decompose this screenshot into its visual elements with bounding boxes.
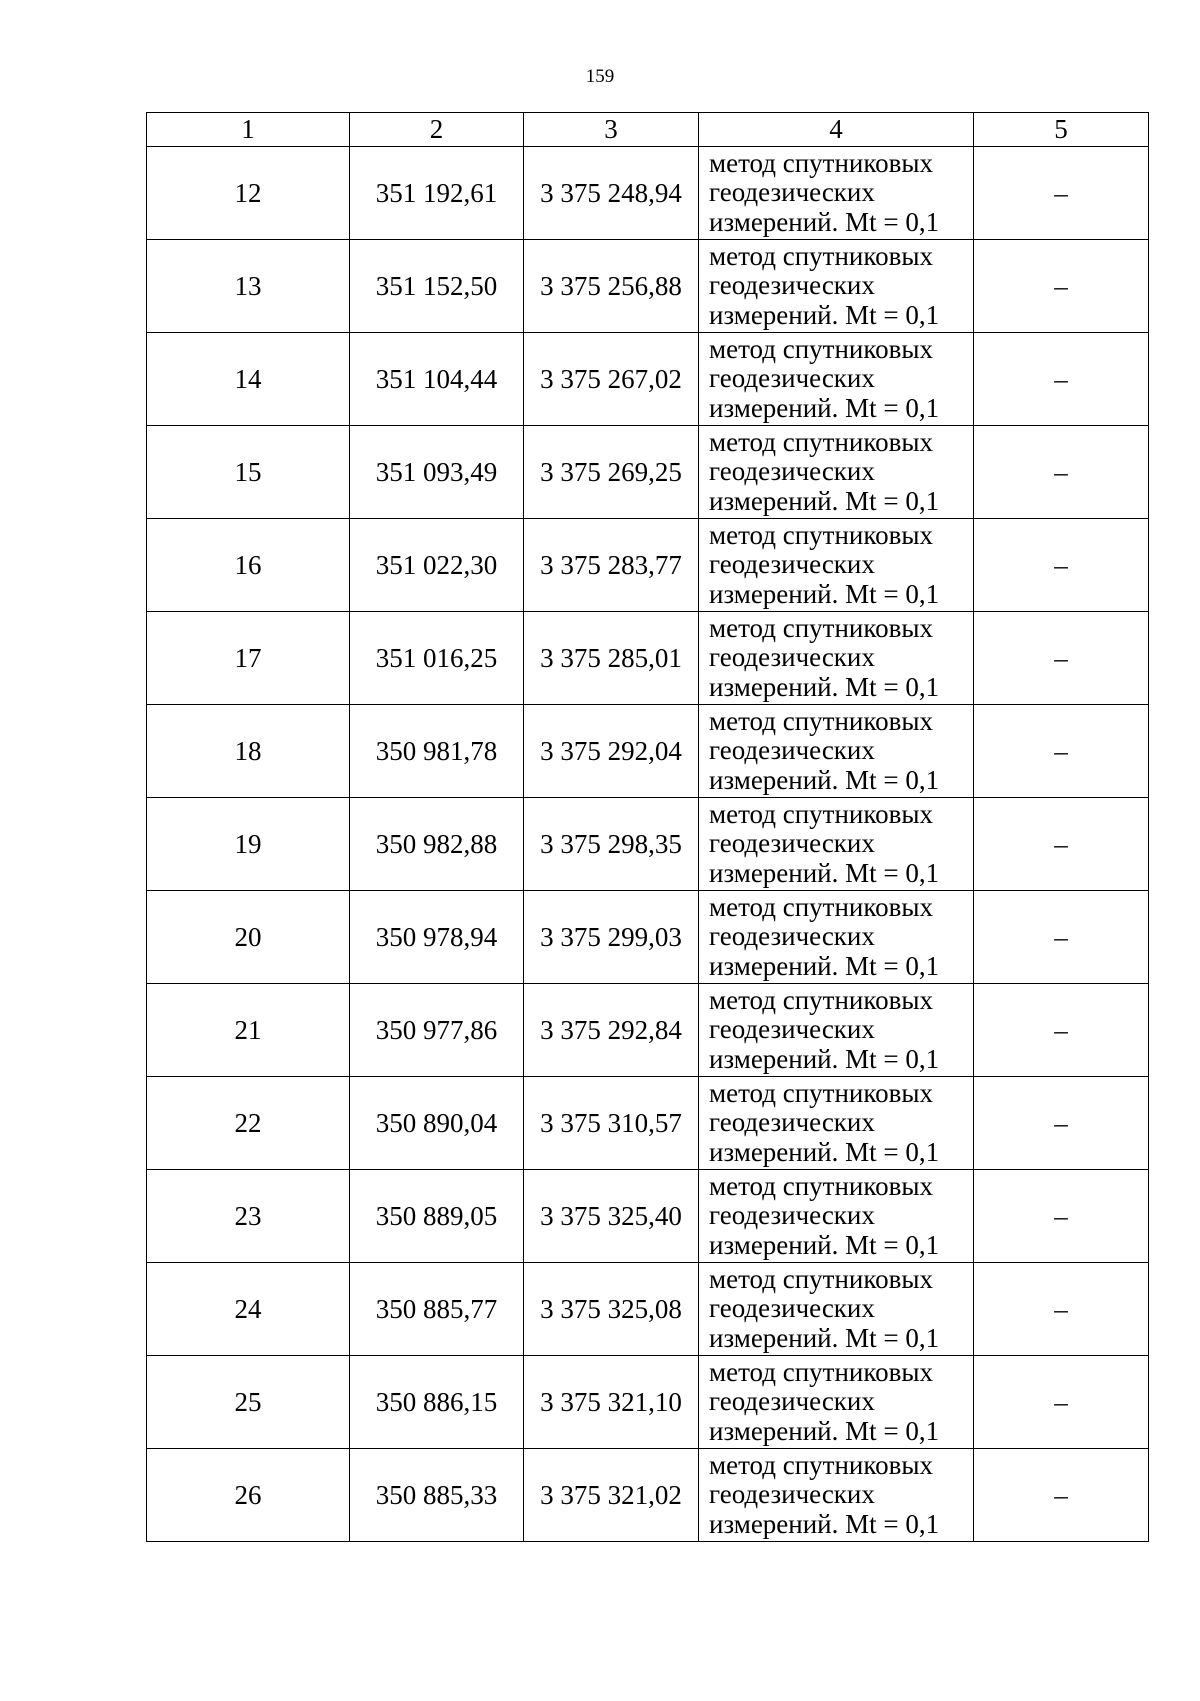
cell-method: метод спутниковых геодезических измерений. Mt = 0,1 [699, 1263, 974, 1356]
cell-coordinate-x: 351 104,44 [350, 333, 524, 426]
header-cell-1: 1 [147, 113, 350, 147]
cell-note: – [974, 240, 1149, 333]
cell-note: – [974, 333, 1149, 426]
cell-method: метод спутниковых геодезических измерений. Mt = 0,1 [699, 1356, 974, 1449]
cell-note: – [974, 519, 1149, 612]
cell-point-number: 20 [147, 891, 350, 984]
table-row [147, 612, 1149, 705]
cell-coordinate-x: 350 889,05 [350, 1170, 524, 1263]
header-cell-2: 2 [350, 113, 524, 147]
cell-coordinate-x: 350 890,04 [350, 1077, 524, 1170]
cell-coordinate-x: 350 978,94 [350, 891, 524, 984]
page-number: 159 [585, 66, 615, 87]
header-row [147, 113, 1149, 147]
table-row [147, 1356, 1149, 1449]
cell-coordinate-y: 3 375 299,03 [524, 891, 699, 984]
cell-coordinate-y: 3 375 325,08 [524, 1263, 699, 1356]
cell-method: метод спутниковых геодезических измерений. Mt = 0,1 [699, 519, 974, 612]
table-row [147, 333, 1149, 426]
cell-point-number: 16 [147, 519, 350, 612]
cell-method: метод спутниковых геодезических измерений. Mt = 0,1 [699, 333, 974, 426]
cell-coordinate-x: 350 885,77 [350, 1263, 524, 1356]
table-row [147, 1170, 1149, 1263]
cell-method: метод спутниковых геодезических измерений. Mt = 0,1 [699, 147, 974, 240]
cell-point-number: 17 [147, 612, 350, 705]
cell-coordinate-x: 351 192,61 [350, 147, 524, 240]
cell-method: метод спутниковых геодезических измерений. Mt = 0,1 [699, 798, 974, 891]
cell-point-number: 18 [147, 705, 350, 798]
cell-point-number: 12 [147, 147, 350, 240]
cell-point-number: 14 [147, 333, 350, 426]
cell-coordinate-y: 3 375 321,10 [524, 1356, 699, 1449]
cell-coordinate-y: 3 375 285,01 [524, 612, 699, 705]
cell-method: метод спутниковых геодезических измерений. Mt = 0,1 [699, 984, 974, 1077]
cell-note: – [974, 1170, 1149, 1263]
cell-coordinate-x: 350 982,88 [350, 798, 524, 891]
cell-coordinate-y: 3 375 292,84 [524, 984, 699, 1077]
cell-method: метод спутниковых геодезических измерений. Mt = 0,1 [699, 1077, 974, 1170]
cell-coordinate-y: 3 375 292,04 [524, 705, 699, 798]
cell-method: метод спутниковых геодезических измерений. Mt = 0,1 [699, 240, 974, 333]
cell-coordinate-y: 3 375 283,77 [524, 519, 699, 612]
cell-note: – [974, 1263, 1149, 1356]
cell-coordinate-y: 3 375 298,35 [524, 798, 699, 891]
cell-note: – [974, 147, 1149, 240]
cell-coordinate-y: 3 375 321,02 [524, 1449, 699, 1542]
cell-method: метод спутниковых геодезических измерений. Mt = 0,1 [699, 1170, 974, 1263]
cell-method: метод спутниковых геодезических измерений. Mt = 0,1 [699, 891, 974, 984]
table-row [147, 147, 1149, 240]
cell-coordinate-x: 350 977,86 [350, 984, 524, 1077]
cell-coordinate-x: 351 022,30 [350, 519, 524, 612]
cell-point-number: 13 [147, 240, 350, 333]
cell-coordinate-x: 350 885,33 [350, 1449, 524, 1542]
table-row [147, 1263, 1149, 1356]
cell-note: – [974, 1077, 1149, 1170]
cell-coordinate-x: 350 886,15 [350, 1356, 524, 1449]
cell-method: метод спутниковых геодезических измерений. Mt = 0,1 [699, 705, 974, 798]
table-body [147, 147, 1149, 1542]
cell-method: метод спутниковых геодезических измерений. Mt = 0,1 [699, 612, 974, 705]
cell-note: – [974, 1449, 1149, 1542]
table-row [147, 240, 1149, 333]
table-row [147, 426, 1149, 519]
cell-point-number: 15 [147, 426, 350, 519]
table-row [147, 705, 1149, 798]
header-cell-3: 3 [524, 113, 699, 147]
cell-coordinate-x: 350 981,78 [350, 705, 524, 798]
table-row [147, 891, 1149, 984]
table-row [147, 1449, 1149, 1542]
cell-note: – [974, 798, 1149, 891]
cell-note: – [974, 612, 1149, 705]
cell-point-number: 25 [147, 1356, 350, 1449]
cell-point-number: 24 [147, 1263, 350, 1356]
cell-coordinate-y: 3 375 325,40 [524, 1170, 699, 1263]
cell-point-number: 23 [147, 1170, 350, 1263]
cell-note: – [974, 1356, 1149, 1449]
coordinates-table [146, 112, 1149, 1542]
cell-coordinate-x: 351 152,50 [350, 240, 524, 333]
cell-coordinate-y: 3 375 267,02 [524, 333, 699, 426]
cell-point-number: 19 [147, 798, 350, 891]
cell-method: метод спутниковых геодезических измерений. Mt = 0,1 [699, 426, 974, 519]
cell-coordinate-y: 3 375 310,57 [524, 1077, 699, 1170]
cell-note: – [974, 984, 1149, 1077]
header-cell-5: 5 [974, 113, 1149, 147]
table-row [147, 519, 1149, 612]
cell-point-number: 22 [147, 1077, 350, 1170]
cell-note: – [974, 705, 1149, 798]
cell-coordinate-x: 351 016,25 [350, 612, 524, 705]
cell-coordinate-y: 3 375 269,25 [524, 426, 699, 519]
cell-coordinate-x: 351 093,49 [350, 426, 524, 519]
header-cell-4: 4 [699, 113, 974, 147]
table-row [147, 984, 1149, 1077]
table-row [147, 798, 1149, 891]
cell-point-number: 21 [147, 984, 350, 1077]
table-header [147, 113, 1149, 147]
table-row [147, 1077, 1149, 1170]
cell-note: – [974, 426, 1149, 519]
cell-note: – [974, 891, 1149, 984]
cell-coordinate-y: 3 375 248,94 [524, 147, 699, 240]
cell-coordinate-y: 3 375 256,88 [524, 240, 699, 333]
cell-point-number: 26 [147, 1449, 350, 1542]
cell-method: метод спутниковых геодезических измерений. Mt = 0,1 [699, 1449, 974, 1542]
